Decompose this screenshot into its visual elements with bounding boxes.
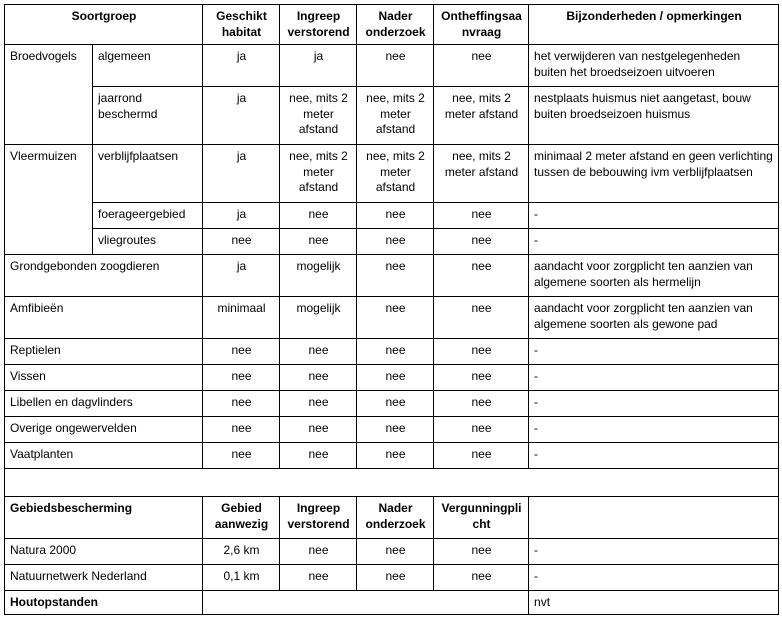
- habitat-cell: nee: [203, 391, 280, 417]
- opmerking-cell: nvt: [529, 591, 779, 615]
- header-ingreep-verstorend-area: Ingreep verstorend: [280, 497, 357, 539]
- opmerking-cell: -: [529, 203, 779, 229]
- ingreep-cell: nee, mits 2 meter afstand: [280, 145, 357, 203]
- group-cell: Libellen en dagvlinders: [5, 391, 203, 417]
- afstand-cell: 2,6 km: [203, 539, 280, 565]
- table-row: [5, 417, 779, 443]
- ingreep-cell: nee, mits 2 meter afstand: [280, 87, 357, 145]
- table-spacer-row: [5, 469, 779, 497]
- ontheffing-cell: nee: [434, 339, 529, 365]
- ingreep-cell: nee: [280, 229, 357, 255]
- habitat-cell: minimaal: [203, 297, 280, 339]
- header-vergunningplicht: Vergunningpli cht: [434, 497, 529, 539]
- habitat-cell: nee: [203, 417, 280, 443]
- ingreep-cell: nee: [280, 391, 357, 417]
- subgroup-cell: vliegroutes: [93, 229, 203, 255]
- habitat-cell: ja: [203, 255, 280, 297]
- ingreep-cell: mogelijk: [280, 297, 357, 339]
- ontheffing-cell: nee: [434, 443, 529, 469]
- ingreep-cell: nee: [280, 443, 357, 469]
- onderzoek-cell: nee: [357, 539, 434, 565]
- ingreep-cell: nee: [280, 339, 357, 365]
- ontheffing-cell: nee: [434, 255, 529, 297]
- group-cell: Vissen: [5, 365, 203, 391]
- onderzoek-cell: nee: [357, 255, 434, 297]
- opmerking-cell: -: [529, 365, 779, 391]
- header-nader-onderzoek-area: Nader onderzoek: [357, 497, 434, 539]
- onderzoek-cell: nee: [357, 229, 434, 255]
- vergunning-cell: nee: [434, 565, 529, 591]
- area-name-cell: Natuurnetwerk Nederland: [5, 565, 203, 591]
- onderzoek-cell: nee: [357, 417, 434, 443]
- ontheffing-cell: nee: [434, 203, 529, 229]
- onderzoek-cell: nee: [357, 365, 434, 391]
- table-row: [5, 297, 779, 339]
- header-nader-onderzoek: Nader onderzoek: [357, 5, 434, 45]
- table-row: [5, 45, 779, 87]
- subgroup-cell: verblijfplaatsen: [93, 145, 203, 203]
- opmerking-cell: -: [529, 391, 779, 417]
- habitat-cell: ja: [203, 203, 280, 229]
- habitat-cell: nee: [203, 229, 280, 255]
- ingreep-cell: nee: [280, 565, 357, 591]
- table-row: [5, 565, 779, 591]
- ingreep-cell: ja: [280, 45, 357, 87]
- opmerking-cell: -: [529, 539, 779, 565]
- group-broedvogels: Broedvogels: [5, 45, 93, 145]
- onderzoek-cell: nee: [357, 443, 434, 469]
- species-header-row: [5, 5, 779, 45]
- opmerking-cell: -: [529, 417, 779, 443]
- quickscan-table: [4, 4, 779, 615]
- ingreep-cell: nee: [280, 365, 357, 391]
- habitat-cell: nee: [203, 339, 280, 365]
- habitat-cell: ja: [203, 145, 280, 203]
- ingreep-cell: nee: [280, 539, 357, 565]
- table-row: [5, 539, 779, 565]
- table-row: [5, 339, 779, 365]
- opmerking-cell: minimaal 2 meter afstand en geen verlichting tussen de bebouwing ivm verblijfplaatsen: [529, 145, 779, 203]
- table-row: [5, 591, 779, 615]
- houtopstanden-empty-cell: [203, 591, 529, 615]
- subgroup-cell: algemeen: [93, 45, 203, 87]
- table-row: [5, 443, 779, 469]
- area-name-cell: Natura 2000: [5, 539, 203, 565]
- header-soortgroep: Soortgroep: [5, 5, 203, 45]
- group-vleermuizen: Vleermuizen: [5, 145, 93, 255]
- area-header-row: [5, 497, 779, 539]
- table-row: [5, 255, 779, 297]
- habitat-cell: ja: [203, 45, 280, 87]
- ingreep-cell: nee: [280, 203, 357, 229]
- header-gebied-aanwezig: Gebied aanwezig: [203, 497, 280, 539]
- onderzoek-cell: nee, mits 2 meter afstand: [357, 87, 434, 145]
- header-ontheffingsaanvraag: Ontheffingsaa nvraag: [434, 5, 529, 45]
- ingreep-cell: mogelijk: [280, 255, 357, 297]
- ontheffing-cell: nee, mits 2 meter afstand: [434, 145, 529, 203]
- opmerking-cell: aandacht voor zorgplicht ten aanzien van algemene soorten als hermelijn: [529, 255, 779, 297]
- ontheffing-cell: nee: [434, 229, 529, 255]
- houtopstanden-cell: Houtopstanden: [5, 591, 203, 615]
- opmerking-cell: nestplaats huismus niet aangetast, bouw buiten broedseizoen huismus: [529, 87, 779, 145]
- opmerking-cell: aandacht voor zorgplicht ten aanzien van algemene soorten als gewone pad: [529, 297, 779, 339]
- group-cell: Amfibieën: [5, 297, 203, 339]
- ingreep-cell: nee: [280, 417, 357, 443]
- onderzoek-cell: nee: [357, 339, 434, 365]
- opmerking-cell: -: [529, 443, 779, 469]
- onderzoek-cell: nee: [357, 45, 434, 87]
- ontheffing-cell: nee: [434, 417, 529, 443]
- subgroup-cell: jaarrond beschermd: [93, 87, 203, 145]
- table-row: [5, 229, 779, 255]
- habitat-cell: nee: [203, 365, 280, 391]
- afstand-cell: 0,1 km: [203, 565, 280, 591]
- header-empty-cell: [529, 497, 779, 539]
- habitat-cell: ja: [203, 87, 280, 145]
- table-row: [5, 87, 779, 145]
- ontheffing-cell: nee: [434, 45, 529, 87]
- group-cell: Vaatplanten: [5, 443, 203, 469]
- header-geschikt-habitat: Geschikt habitat: [203, 5, 280, 45]
- group-cell: Reptielen: [5, 339, 203, 365]
- group-cell: Overige ongewervelden: [5, 417, 203, 443]
- onderzoek-cell: nee, mits 2 meter afstand: [357, 145, 434, 203]
- ontheffing-cell: nee: [434, 391, 529, 417]
- subgroup-cell: foerageergebied: [93, 203, 203, 229]
- table-row: [5, 203, 779, 229]
- group-cell: Grondgebonden zoogdieren: [5, 255, 203, 297]
- habitat-cell: nee: [203, 443, 280, 469]
- table-row: [5, 145, 779, 203]
- opmerking-cell: het verwijderen van nestgelegenheden buiten het broedseizoen uitvoeren: [529, 45, 779, 87]
- table-row: [5, 391, 779, 417]
- ontheffing-cell: nee: [434, 297, 529, 339]
- vergunning-cell: nee: [434, 539, 529, 565]
- ontheffing-cell: nee: [434, 365, 529, 391]
- header-gebiedsbescherming: Gebiedsbescherming: [5, 497, 203, 539]
- opmerking-cell: -: [529, 565, 779, 591]
- table-row: [5, 365, 779, 391]
- opmerking-cell: -: [529, 339, 779, 365]
- header-ingreep-verstorend: Ingreep verstorend: [280, 5, 357, 45]
- onderzoek-cell: nee: [357, 297, 434, 339]
- spacer-cell: [5, 469, 779, 497]
- onderzoek-cell: nee: [357, 203, 434, 229]
- header-bijzonderheden: Bijzonderheden / opmerkingen: [529, 5, 779, 45]
- onderzoek-cell: nee: [357, 391, 434, 417]
- onderzoek-cell: nee: [357, 565, 434, 591]
- ontheffing-cell: nee, mits 2 meter afstand: [434, 87, 529, 145]
- opmerking-cell: -: [529, 229, 779, 255]
